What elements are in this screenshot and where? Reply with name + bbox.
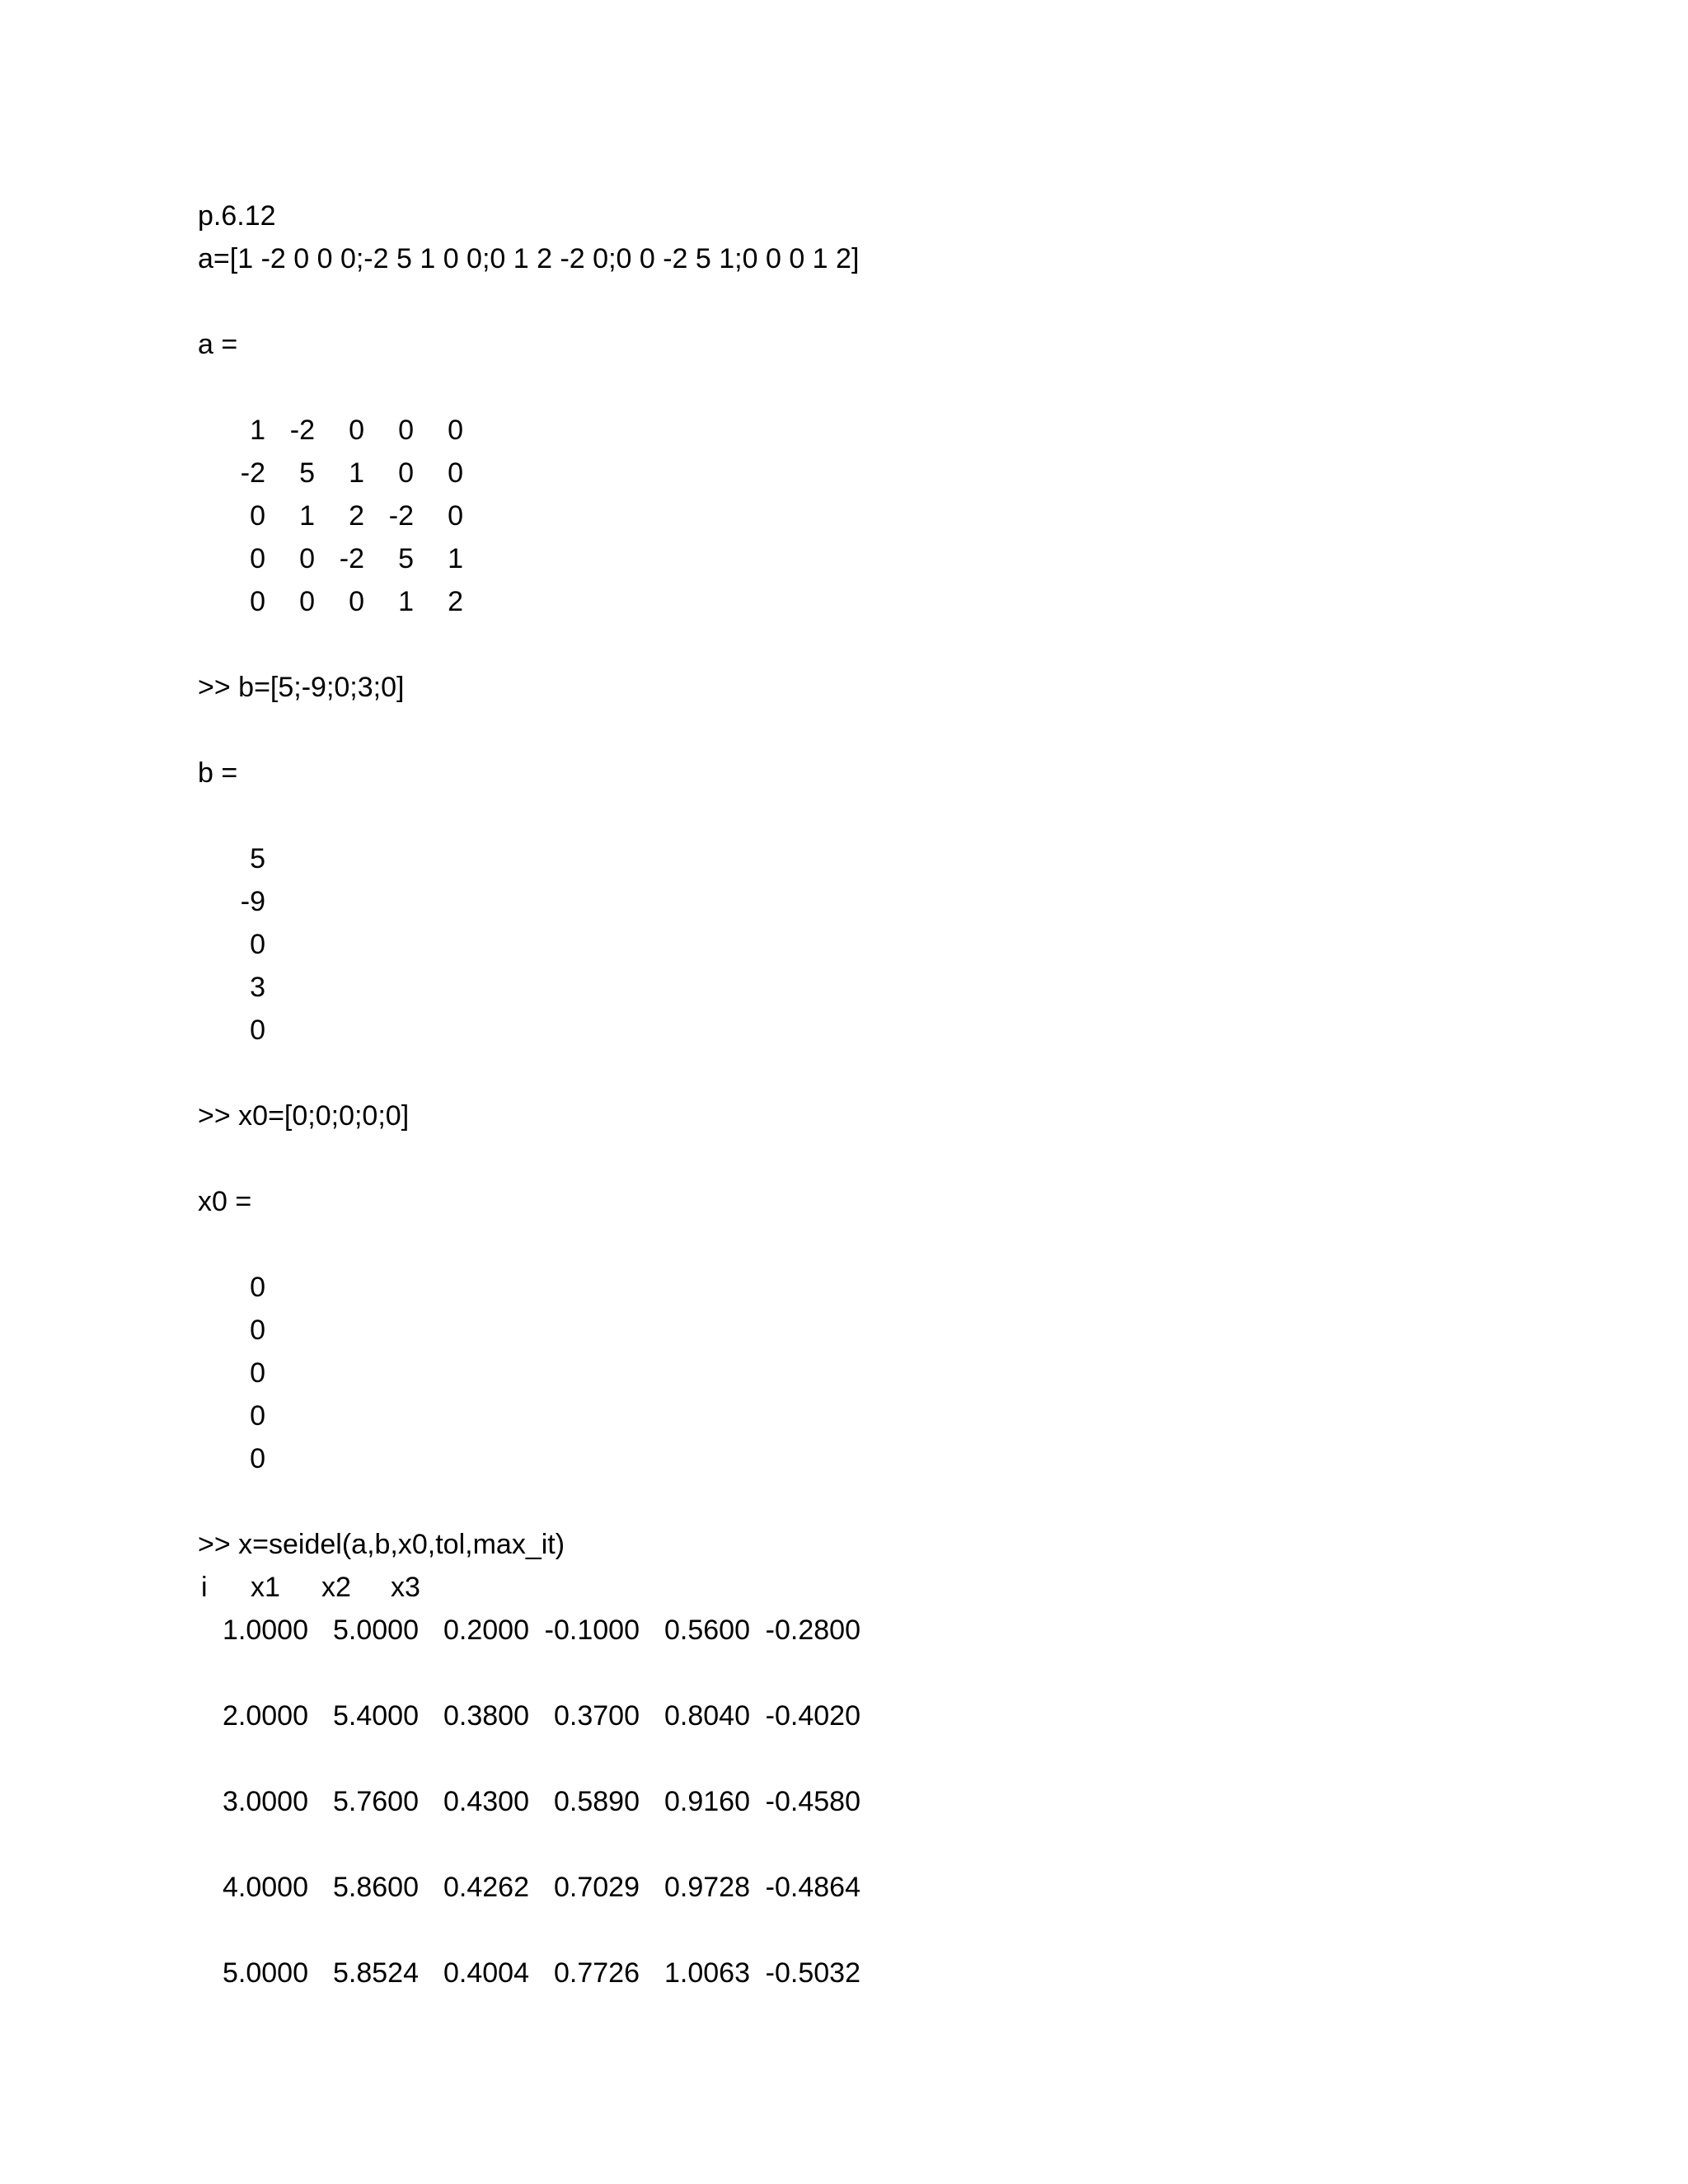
header-x3: x3	[391, 1572, 420, 1603]
table-cell: 0.8040	[664, 1700, 750, 1732]
table-row	[198, 1609, 1599, 1652]
table-cell: 0.2000	[443, 1615, 529, 1646]
command-b: >> b=[5;-9;0;3;0]	[198, 672, 405, 703]
spacer	[198, 709, 1599, 752]
table-cell: 5.7600	[333, 1786, 419, 1817]
matrix-cell: 1	[448, 543, 463, 574]
table-cell: 5.8524	[333, 1957, 419, 1989]
vector-cell: 3	[250, 972, 265, 1003]
matrix-cell: 1	[299, 500, 315, 532]
iteration-table	[198, 1609, 1599, 1994]
matrix-cell: 1	[398, 586, 414, 617]
matrix-cell: -2	[289, 415, 315, 446]
table-row	[198, 1694, 1599, 1737]
matrix-cell: -2	[240, 457, 265, 489]
vector-cell: 0	[250, 1015, 265, 1046]
table-cell: -0.2800	[765, 1615, 860, 1646]
table-cell: -0.4580	[765, 1786, 860, 1817]
spacer	[198, 1052, 1599, 1094]
spacer	[198, 1823, 1599, 1866]
document-page	[198, 194, 1599, 1994]
matrix-row	[216, 452, 1599, 494]
matrix-cell: 2	[349, 500, 364, 532]
spacer	[198, 1137, 1599, 1180]
spacer	[198, 1737, 1599, 1780]
table-cell: 0.7029	[554, 1872, 640, 1903]
table-cell: 0.7726	[554, 1957, 640, 1989]
matrix-cell: 0	[250, 500, 265, 532]
a-label: a =	[198, 329, 238, 360]
matrix-cell: 0	[398, 457, 414, 489]
header-x1: x1	[251, 1572, 280, 1603]
matrix-cell: 5	[398, 543, 414, 574]
table-cell: 0.5890	[554, 1786, 640, 1817]
table-cell: 1.0000	[223, 1615, 308, 1646]
table-cell: 0.4300	[443, 1786, 529, 1817]
vector-cell: 0	[250, 1272, 265, 1303]
vector-cell: 0	[250, 1443, 265, 1474]
matrix-cell: 0	[299, 586, 315, 617]
x0-label: x0 =	[198, 1186, 252, 1217]
vector-x0	[216, 1266, 1599, 1480]
matrix-cell: 2	[448, 586, 463, 617]
spacer	[198, 1480, 1599, 1523]
command-seidel: >> x=seidel(a,b,x0,tol,max_it)	[198, 1529, 565, 1560]
table-cell: 0.9728	[664, 1872, 750, 1903]
table-cell: 0.3700	[554, 1700, 640, 1732]
matrix-cell: 0	[448, 415, 463, 446]
vector-row	[216, 923, 1599, 966]
matrix-cell: -2	[388, 500, 414, 532]
vector-row	[216, 966, 1599, 1009]
table-cell: 0.9160	[664, 1786, 750, 1817]
table-row	[198, 1780, 1599, 1823]
vector-cell: 0	[250, 929, 265, 960]
vector-row	[216, 1437, 1599, 1480]
table-cell: 4.0000	[223, 1872, 308, 1903]
vector-row	[216, 880, 1599, 923]
vector-cell: -9	[240, 886, 265, 917]
command-x0: >> x0=[0;0;0;0;0]	[198, 1100, 410, 1132]
spacer	[198, 1652, 1599, 1694]
matrix-cell: 0	[349, 586, 364, 617]
matrix-cell: 0	[250, 586, 265, 617]
table-cell: 5.0000	[333, 1615, 419, 1646]
header-x2: x2	[321, 1572, 351, 1603]
vector-b	[216, 837, 1599, 1052]
spacer	[198, 280, 1599, 323]
matrix-cell: -2	[339, 543, 364, 574]
spacer	[198, 794, 1599, 837]
table-cell: 5.0000	[223, 1957, 308, 1989]
table-cell: 0.3800	[443, 1700, 529, 1732]
spacer	[198, 1909, 1599, 1952]
table-cell: -0.5032	[765, 1957, 860, 1989]
spacer	[198, 1223, 1599, 1266]
matrix-a	[216, 409, 1599, 623]
matrix-cell: 0	[299, 543, 315, 574]
table-cell: 1.0063	[664, 1957, 750, 1989]
spacer	[198, 623, 1599, 666]
problem-title: p.6.12	[198, 200, 276, 232]
table-cell: 0.5600	[664, 1615, 750, 1646]
vector-cell: 0	[250, 1315, 265, 1346]
vector-cell: 5	[250, 843, 265, 874]
vector-cell: 0	[250, 1357, 265, 1389]
vector-row	[216, 1009, 1599, 1052]
matrix-cell: 0	[398, 415, 414, 446]
table-cell: 0.4004	[443, 1957, 529, 1989]
matrix-cell: 1	[250, 415, 265, 446]
vector-row	[216, 1352, 1599, 1394]
matrix-cell: 5	[299, 457, 315, 489]
matrix-row	[216, 494, 1599, 537]
matrix-row	[216, 537, 1599, 580]
table-cell: 5.8600	[333, 1872, 419, 1903]
matrix-cell: 1	[349, 457, 364, 489]
table-cell: 0.4262	[443, 1872, 529, 1903]
command-a: a=[1 -2 0 0 0;-2 5 1 0 0;0 1 2 -2 0;0 0 -2 5 1;0 0 0 1 2]	[198, 243, 860, 274]
matrix-cell: 0	[349, 415, 364, 446]
matrix-cell: 0	[448, 500, 463, 532]
table-row	[198, 1866, 1599, 1909]
matrix-row	[216, 580, 1599, 623]
table-cell: -0.4864	[765, 1872, 860, 1903]
spacer	[198, 366, 1599, 409]
table-cell: 3.0000	[223, 1786, 308, 1817]
matrix-cell: 0	[448, 457, 463, 489]
iteration-table-header	[201, 1566, 1599, 1609]
header-i: i	[201, 1572, 208, 1603]
vector-row	[216, 1394, 1599, 1437]
vector-row	[216, 1266, 1599, 1309]
b-label: b =	[198, 757, 238, 789]
table-cell: -0.1000	[544, 1615, 640, 1646]
matrix-row	[216, 409, 1599, 452]
table-row	[198, 1952, 1599, 1994]
vector-row	[216, 1309, 1599, 1352]
vector-cell: 0	[250, 1400, 265, 1432]
table-cell: -0.4020	[765, 1700, 860, 1732]
table-cell: 5.4000	[333, 1700, 419, 1732]
matrix-cell: 0	[250, 543, 265, 574]
vector-row	[216, 837, 1599, 880]
table-cell: 2.0000	[223, 1700, 308, 1732]
